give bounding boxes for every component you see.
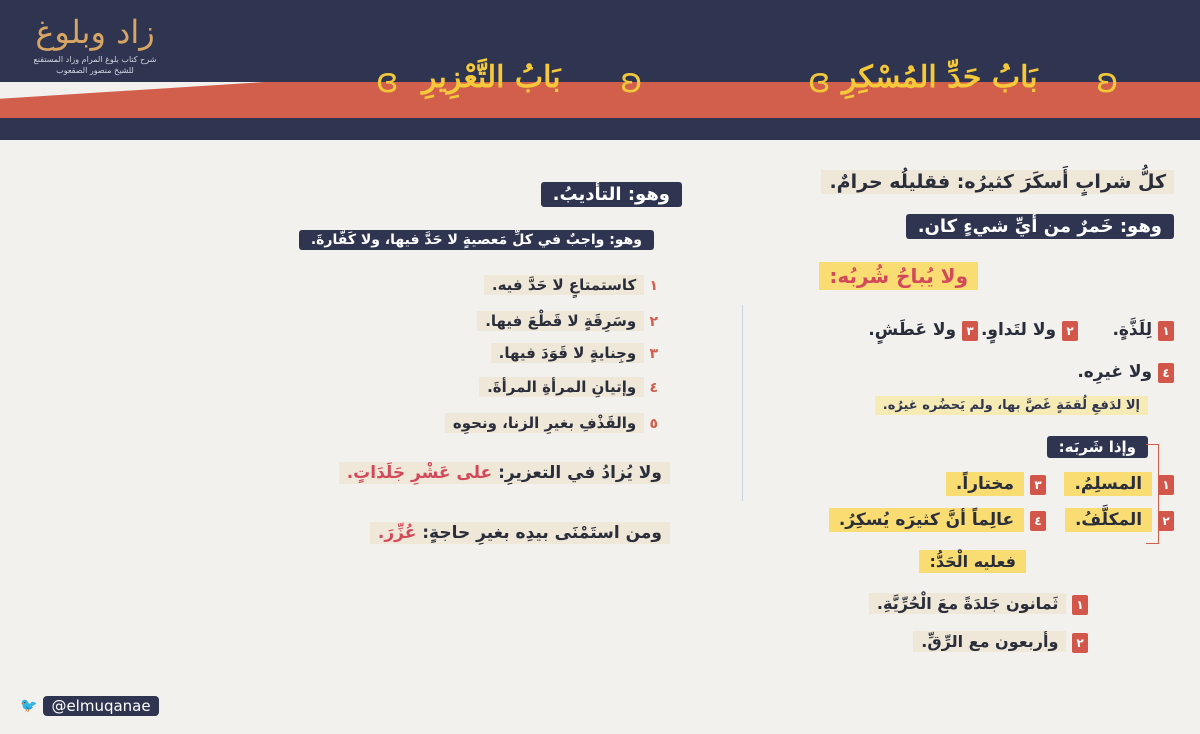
column-divider [742,305,743,501]
limit-text: ولا يُزادُ في التعزيرِ: [498,463,662,483]
tazir-item [484,276,658,294]
cond-text: مختاراً. [946,472,1024,496]
cond-number-1: ١ [1158,475,1174,495]
tazir-text: وجِنايةٍ لا قَوَدَ فيها. [491,343,645,363]
prohibition-heading: ولا يُباحُ شُربُه: [819,262,978,290]
tazir-text: وإتيانِ المرأةِ المرأةَ. [479,377,644,397]
masturbation-rule [370,522,670,544]
header-bottom-strip [0,118,1200,140]
item-text: لِلَذَّةٍ. [1112,320,1153,340]
ornament-icon: ɞ [808,61,831,101]
twitter-handle: @elmuqanae [43,696,158,716]
item-number-1: ١ [1158,321,1174,341]
cond-text: المكلَّفُ. [1065,508,1152,532]
list-item [1077,362,1174,383]
tazir-text: وسَرِقَةٍ لا قَطْعَ فيها. [477,311,644,331]
logo-text: زاد وبلوغ [35,13,155,51]
penalty-item [869,594,1088,615]
definition-khamr: وهو: خَمرٌ من أيِّ شيءٍ كان. [906,214,1174,239]
penalty-number-2: ٢ [1072,633,1088,653]
tazir-text: والقَذْفِ بغيرِ الزنا، ونحوِه [445,413,644,433]
tazir-item [479,378,658,396]
penalty-item [913,632,1088,653]
list-item [1112,320,1174,341]
condition-item [946,474,1046,495]
tazir-text: كاستمتاعٍ لا حَدَّ فيه. [484,275,644,295]
penalty-text: وأربعون مع الرِّقِّ. [913,631,1066,652]
ornament-icon: ʚ [620,61,643,101]
twitter-icon: 🐦 [20,698,38,714]
tazir-item [491,344,658,362]
limit-value: على عَشْرِ جَلَدَاتٍ. [346,463,493,483]
penalty-number-1: ١ [1072,595,1088,615]
logo-subtitle: شرح كتاب بلوغ المرام وزاد المستقنع [33,55,157,64]
penalty-text: ثَمانون جَلدَةً معَ الْحُرِّيَّةِ. [869,593,1067,614]
section-title-right: بَابُ حَدِّ المُسْكِرِ [842,60,1038,95]
masturbation-text: ومن استَمْنَى بيدِه بغيرِ حاجةٍ: [422,523,662,543]
list-item [981,320,1078,341]
cond-number-4: ٤ [1030,511,1046,531]
masturbation-value: عُزِّرَ. [377,523,417,543]
tazir-number-3: ٣ [649,346,658,362]
tazir-number-1: ١ [649,278,658,294]
exception-note: إلا لدَفعِ لُقمَةٍ غَصَّ بها، ولم يَحضُره غيرُه. [875,396,1148,415]
ornament-icon: ʚ [1096,61,1119,101]
cond-text: المسلِمُ. [1064,472,1152,496]
tazir-item [477,312,658,330]
tazir-item [445,414,658,432]
ornament-icon: ɞ [376,61,399,101]
logo-author: للشيخ منصور الصقعوب [56,66,134,75]
item-number-4: ٤ [1158,363,1174,383]
item-number-2: ٢ [1062,321,1078,341]
twitter-link[interactable] [20,696,159,716]
limit-rule [339,462,670,484]
cond-text: عالِماً أنَّ كثيرَه يُسكِرُ. [829,508,1024,532]
condition-item [1065,510,1174,531]
ruling-tazir: وهو: واجبٌ في كلِّ مَعصيةٍ لا حَدَّ فيها، ولا كَفَّارةَ. [299,230,654,250]
penalty-heading: فعليه الْحَدُّ: [919,550,1026,573]
condition-heading: وإذا شَربَه: [1047,436,1148,458]
item-number-3: ٣ [962,321,978,341]
cond-number-2: ٢ [1158,511,1174,531]
item-text: ولا عَطَشٍ. [868,320,957,340]
cond-number-3: ٣ [1030,475,1046,495]
item-text: ولا لتَداوٍ. [980,320,1057,340]
rule-intoxicant: كلُّ شرابٍ أَسكَرَ كثيرُه: فقليلُه حرامٌ. [821,170,1174,194]
tazir-number-2: ٢ [649,314,658,330]
condition-item [829,510,1046,531]
list-item [868,320,978,341]
logo [10,10,180,106]
tazir-number-5: ٥ [649,416,658,432]
item-text: ولا غيرِه. [1077,362,1153,382]
tazir-number-4: ٤ [649,380,658,396]
definition-tazir: وهو: التأديبُ. [541,182,682,207]
condition-item [1064,474,1174,495]
section-title-left: بَابُ التَّعْزِيرِ [422,60,561,95]
